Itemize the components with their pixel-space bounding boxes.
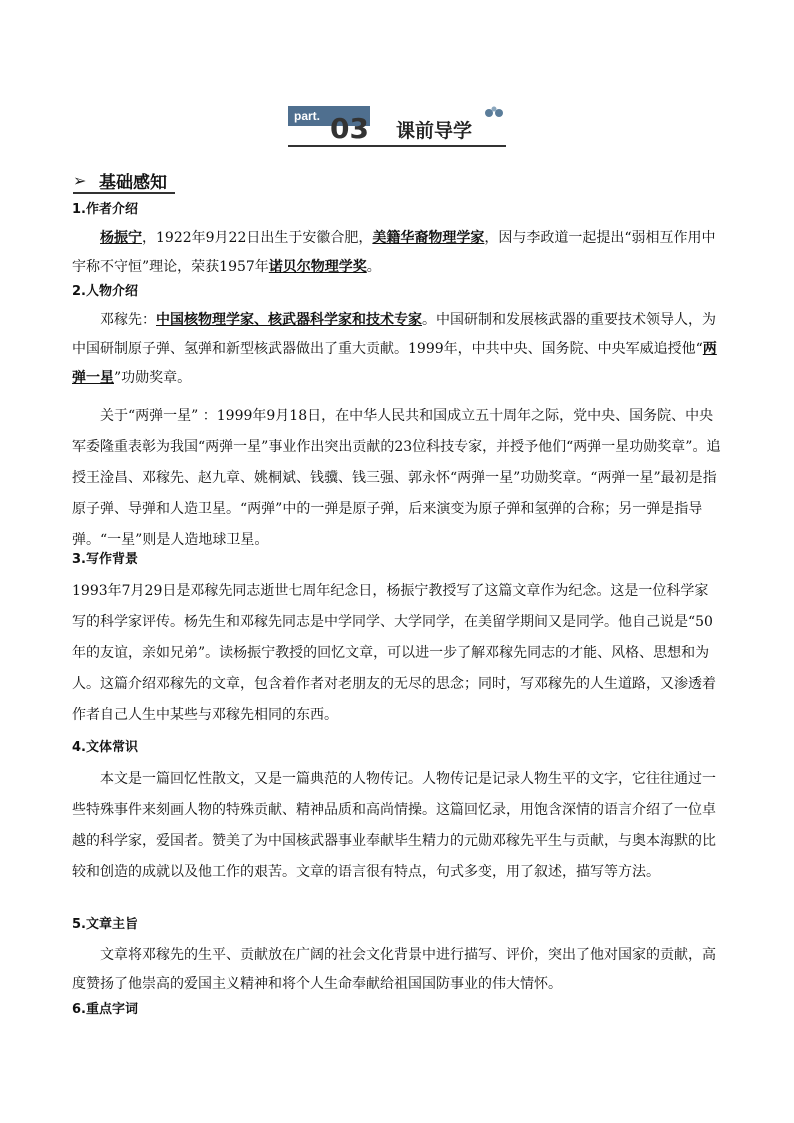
heading-genre: 4.文体常识 — [72, 740, 138, 755]
text: ，因与李政道一起提出“弱相互作用中宇称不守恒”理论，荣获1957年 — [72, 230, 716, 275]
background — [72, 550, 722, 731]
part-number: 03 — [330, 112, 369, 145]
person-paragraph — [72, 306, 722, 393]
text: 。 — [366, 259, 381, 275]
section-heading — [73, 168, 175, 194]
background-paragraph: 1993年7月29日是邓稼先同志逝世七周年纪念日，杨振宁教授写了这篇文章作为纪念。这是一位科学家写的科学家评传。杨先生和邓稼先同志是中学同学、大学同学，在美留学期间又是同学。他自己说是“50年的友谊，亲如兄弟”。读杨振宁教授的回忆文章，可以进一步了解邓稼先同志的才能、风格、思想和为人。这篇介绍邓稼先的文章，包含着作者对老朋友的无尽的思念；同时，写邓稼先的人生道路，又渗透着作者自己人生中某些与邓稼先相同的东西。 — [72, 583, 716, 723]
banner-rule — [288, 145, 506, 147]
nobel-prize: 诺贝尔物理学奖 — [268, 259, 367, 275]
heading-person: 2.人物介绍 — [72, 284, 138, 299]
author-nationality: 美籍华裔物理学家 — [372, 230, 485, 246]
heading-theme: 5.文章主旨 — [72, 917, 138, 932]
heading-author: 1.作者介绍 — [72, 202, 138, 217]
person-intro — [72, 282, 722, 556]
author-intro — [72, 200, 722, 282]
text: 。中国研制和发展核武器的重要技术领导人，为中国研制原子弹、氢弹和新型核武器做出了重大贡献。1999年，中共中央、国务院、中央军威追授他“ — [72, 312, 716, 357]
banner-title: 课前导学 — [396, 120, 473, 142]
text: 邓稼先： — [100, 312, 156, 328]
key-words — [72, 1000, 722, 1020]
heading-background: 3.写作背景 — [72, 552, 138, 567]
heading-keywords: 6.重点字词 — [72, 1002, 138, 1017]
text: ，1922年9月22日出生于安徽合肥， — [142, 230, 373, 246]
genre — [72, 738, 722, 888]
award-name: 两弹一星 — [72, 341, 717, 386]
section-banner — [288, 106, 506, 148]
decorative-dots-icon — [484, 106, 506, 118]
author-name: 杨振宁 — [100, 230, 142, 246]
text: ”功勋奖章。 — [114, 370, 192, 386]
person-roles: 中国核物理学家、核武器科学家和技术专家 — [156, 312, 422, 328]
theme — [72, 915, 722, 999]
part-label: part. — [288, 106, 370, 126]
author-paragraph — [72, 224, 722, 282]
theme-paragraph: 文章将邓稼先的生平、贡献放在广阔的社会文化背景中进行描写、评价，突出了他对国家的贡献，高度赞扬了他崇高的爱国主义精神和将个人生命奉献给祖国国防事业的伟大情怀。 — [72, 947, 716, 992]
arrow-bullet-icon: ➢ — [73, 171, 87, 190]
liangdanyixing-paragraph: 关于“两弹一星” ：1999年9月18日，在中华人民共和国成立五十周年之际，党中央、国务院、中央军委隆重表彰为我国“两弹一星”事业作出突出贡献的23位科技专家，并授予他们“两弹一星功勋奖章”。追授王淦昌、邓稼先、赵九章、姚桐斌、钱骥、钱三强、郭永怀“两弹一星”功勋奖章。“两弹一星”最初是指原子弹、导弹和人造卫星。“两弹”中的一弹是原子弹，后来演变为原子弹和氢弹的合称；另一弹是指导弹。“一星”则是人造地球卫星。 — [72, 408, 721, 548]
section-title: 基础感知 — [99, 173, 167, 193]
genre-paragraph: 本文是一篇回忆性散文，又是一篇典范的人物传记。人物传记是记录人物生平的文字，它往往通过一些特殊事件来刻画人物的特殊贡献、精神品质和高尚情操。这篇回忆录，用饱含深情的语言介绍了一位卓越的科学家，爱国者。赞美了为中国核武器事业奉献毕生精力的元勋邓稼先平生与贡献，与奥本海默的比较和创造的成就以及他工作的艰苦。文章的语言很有特点，句式多变，用了叙述，描写等方法。 — [72, 771, 716, 880]
